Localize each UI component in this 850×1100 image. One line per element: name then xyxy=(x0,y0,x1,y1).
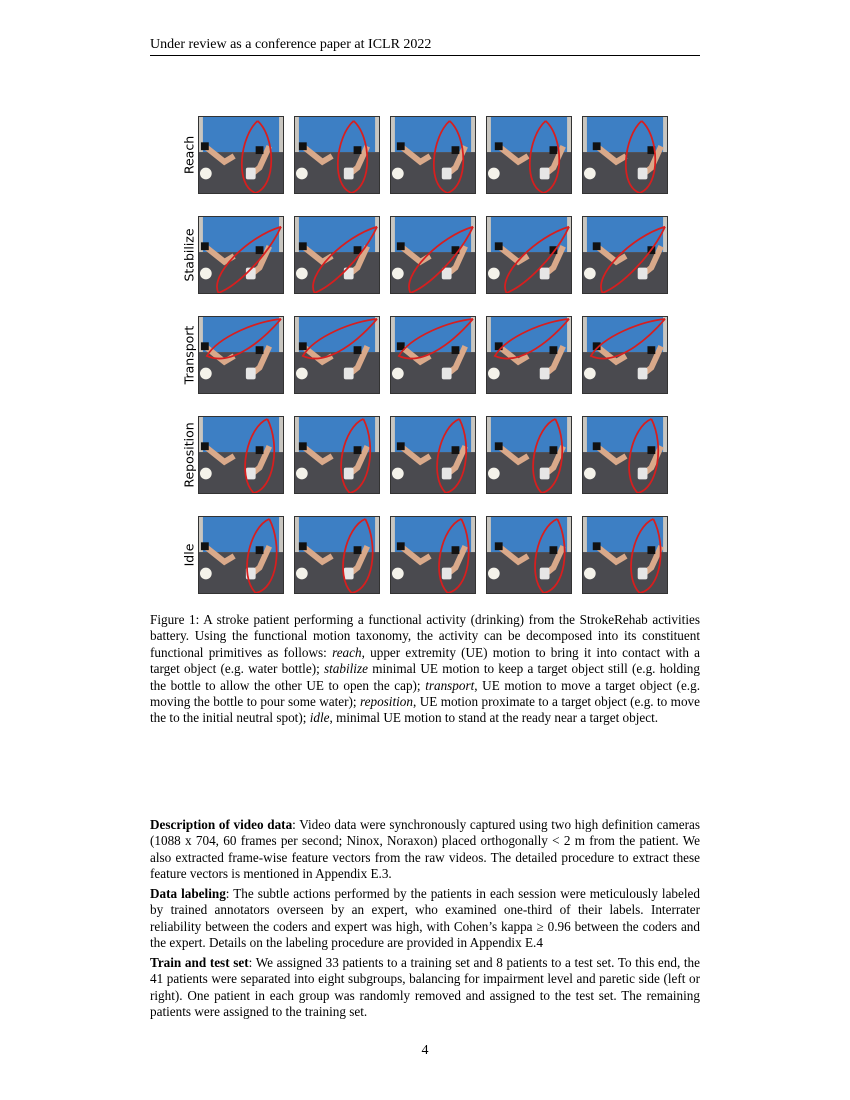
row-label: Transport xyxy=(181,325,197,385)
video-frame xyxy=(294,316,380,394)
figure-row-stabilize xyxy=(180,216,670,296)
row-label: Idle xyxy=(181,543,197,567)
paragraph-video-data: Description of video data: Video data were synchronously captured using two high definition cameras (1088 x 704, 60 frames per second; Ninox, Noraxon) placed orthogonally < 2 m from the patient. We also extracted frame-wise feature vectors from the raw videos. The detailed procedure to extract these feature vectors is mentioned in Appendix E.3. xyxy=(150,817,700,882)
video-frame xyxy=(582,116,668,194)
row-label: Stabilize xyxy=(181,228,197,282)
video-frame xyxy=(486,216,572,294)
video-frame xyxy=(294,216,380,294)
video-frame xyxy=(486,116,572,194)
video-frame xyxy=(582,316,668,394)
paragraph-title: Description of video data xyxy=(150,817,293,832)
page-number: 4 xyxy=(421,1043,429,1058)
figure-row-reposition xyxy=(180,416,670,496)
video-frame xyxy=(198,516,284,594)
video-frame xyxy=(486,516,572,594)
figure-row-transport xyxy=(180,316,670,396)
video-frame xyxy=(390,416,476,494)
video-frame xyxy=(198,416,284,494)
video-frame xyxy=(390,516,476,594)
figure-1-grid xyxy=(180,116,670,598)
video-frame xyxy=(582,516,668,594)
figure-1-caption: Figure 1: A stroke patient performing a functional activity (drinking) from the StrokeRehab activities battery. Using the functional motion taxonomy, the activity can be decomposed into its constituent functional primitives as follows: reach, upper extremity (UE) motion to bring it into contact with a target object (e.g. water bottle); stabilize minimal UE motion to keep a target object still (e.g. holding the bottle to allow the other UE to open the cap); transport, UE motion to move a target object (e.g. moving the bottle to pour some water); reposition, UE motion proximate to a target object (e.g. to move the to the initial neutral spot); idle, minimal UE motion to stand at the ready near a target object. xyxy=(150,612,700,726)
header-rule xyxy=(150,55,700,56)
video-frame xyxy=(294,416,380,494)
video-frame xyxy=(294,516,380,594)
video-frame xyxy=(198,116,284,194)
figure-row-idle xyxy=(180,516,670,596)
video-frame xyxy=(582,416,668,494)
video-frame xyxy=(294,116,380,194)
paragraph-train-test: Train and test set: We assigned 33 patients to a training set and 8 patients to a test set. To this end, the 41 patients were separated into eight subgroups, balancing for impairment level and paretic side (left or right). One patient in each group was randomly removed and assigned to the test set. The remaining patients were assigned to the training set. xyxy=(150,955,700,1020)
row-label: Reposition xyxy=(181,422,197,488)
video-frame xyxy=(486,416,572,494)
video-frame xyxy=(198,216,284,294)
running-header: Under review as a conference paper at ICLR 2022 xyxy=(150,37,432,52)
video-frame xyxy=(198,316,284,394)
video-frame xyxy=(390,116,476,194)
figure-row-reach xyxy=(180,116,670,196)
paragraph-title: Data labeling xyxy=(150,886,226,901)
video-frame xyxy=(582,216,668,294)
video-frame xyxy=(486,316,572,394)
video-frame xyxy=(390,216,476,294)
paragraph-title: Train and test set xyxy=(150,955,249,970)
row-label: Reach xyxy=(181,135,197,175)
paragraph-data-labeling: Data labeling: The subtle actions performed by the patients in each session were meticulously labeled by trained annotators overseen by an expert, who examined one-third of their labels. Interrater reliability between the coders and expert was high, with Cohen’s kappa ≥ 0.96 between the coders and the expert. Details on the labeling procedure are provided in Appendix E.4 xyxy=(150,886,700,951)
video-frame xyxy=(390,316,476,394)
